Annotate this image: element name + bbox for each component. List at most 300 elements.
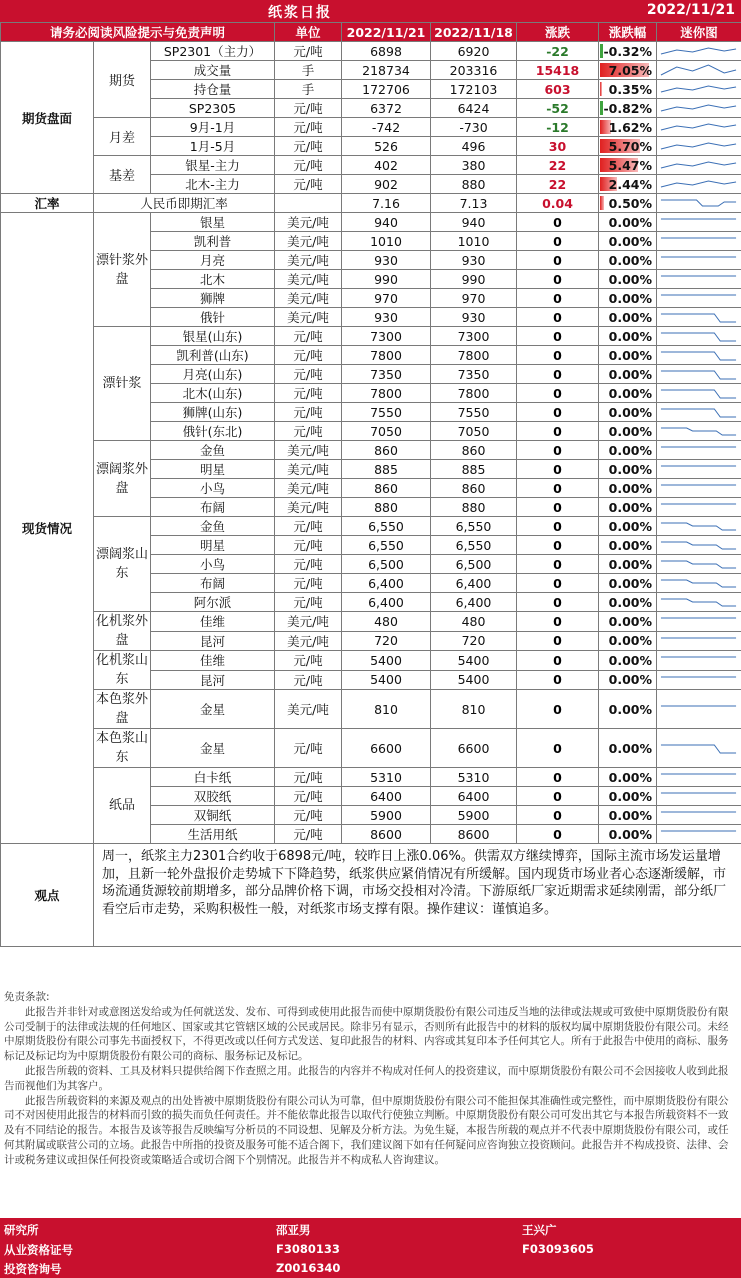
value-d2: 7050	[431, 422, 517, 441]
group-g5: 化机浆外盘	[94, 612, 151, 651]
col-date2: 2022/11/18	[431, 23, 517, 42]
fx-row	[1, 194, 741, 213]
footer-label-license: 从业资格证号	[4, 1243, 73, 1257]
section-spot: 现货情况	[1, 213, 94, 844]
change-value: 603	[517, 80, 599, 99]
item-unit: 元/吨	[275, 156, 342, 175]
item-name: 佳维	[151, 651, 275, 671]
pct-value: 0.00%	[608, 252, 652, 268]
section-futures: 期货盘面	[1, 42, 94, 194]
change-value: 0	[517, 555, 599, 574]
pct-cell	[599, 346, 657, 365]
pct-value: 0.00%	[608, 701, 652, 717]
pct-cell	[599, 612, 657, 632]
sparkline	[657, 555, 741, 574]
item-name: 明星	[151, 460, 275, 479]
item-unit: 美元/吨	[275, 232, 342, 251]
item-name: 白卡纸	[151, 768, 275, 787]
item-name: 月亮(山东)	[151, 365, 275, 384]
pct-value: 0.00%	[608, 328, 652, 344]
value-d1: 860	[342, 479, 431, 498]
pct-cell	[599, 460, 657, 479]
pct-cell	[599, 690, 657, 729]
item-name: 凯利普(山东)	[151, 346, 275, 365]
pct-value: 7.05%	[608, 62, 652, 78]
pct-value: 0.00%	[608, 290, 652, 306]
item-name: 狮牌(山东)	[151, 403, 275, 422]
pct-value: 0.50%	[608, 195, 652, 211]
col-date1: 2022/11/21	[342, 23, 431, 42]
change-value: 0	[517, 690, 599, 729]
value-d1: 526	[342, 137, 431, 156]
pulp-data-table	[0, 22, 741, 947]
item-name: 9月-1月	[151, 118, 275, 137]
pct-value: 0.00%	[608, 826, 652, 842]
spot-row	[1, 327, 741, 346]
sparkline	[657, 441, 741, 460]
pct-cell	[599, 631, 657, 651]
spot-row	[1, 517, 741, 536]
item-unit: 美元/吨	[275, 479, 342, 498]
value-d2: 203316	[431, 61, 517, 80]
pct-cell	[599, 232, 657, 251]
sparkline	[657, 137, 741, 156]
pct-value: 0.00%	[608, 461, 652, 477]
change-value: 15418	[517, 61, 599, 80]
sparkline	[657, 308, 741, 327]
pct-cell	[599, 422, 657, 441]
value-d2: 7350	[431, 365, 517, 384]
change-value: 0	[517, 806, 599, 825]
value-d2: 5400	[431, 651, 517, 671]
value-d2: 5400	[431, 670, 517, 690]
pct-cell	[599, 479, 657, 498]
column-header-row	[1, 23, 741, 42]
footer-analyst-b: 王兴广	[522, 1223, 557, 1237]
value-d1: 720	[342, 631, 431, 651]
change-value: 22	[517, 156, 599, 175]
footer-analyst-a-license: F3080133	[276, 1242, 340, 1256]
pct-value: 0.00%	[608, 672, 652, 688]
change-value: 0	[517, 346, 599, 365]
pct-cell	[599, 536, 657, 555]
spot-row	[1, 729, 741, 768]
pct-value: -0.32%	[603, 43, 652, 59]
pct-cell	[599, 555, 657, 574]
item-unit: 美元/吨	[275, 690, 342, 729]
pct-value: 0.00%	[608, 575, 652, 591]
item-name: 生活用纸	[151, 825, 275, 844]
value-d2: 1010	[431, 232, 517, 251]
pct-value: 1.62%	[608, 119, 652, 135]
value-d2: 970	[431, 289, 517, 308]
value-d2: 810	[431, 690, 517, 729]
item-unit: 元/吨	[275, 574, 342, 593]
item-unit: 元/吨	[275, 768, 342, 787]
pct-cell	[599, 137, 657, 156]
sparkline	[657, 631, 741, 651]
value-d1: -742	[342, 118, 431, 137]
value-d1: 5900	[342, 806, 431, 825]
value-d1: 5400	[342, 651, 431, 671]
pct-cell	[599, 194, 657, 213]
sparkline	[657, 42, 741, 61]
change-value: 0	[517, 270, 599, 289]
value-d2: 6600	[431, 729, 517, 768]
item-unit: 美元/吨	[275, 631, 342, 651]
item-unit: 元/吨	[275, 346, 342, 365]
disclaimer-link[interactable]: 请务必阅读风险提示与免责声明	[1, 23, 275, 42]
value-d1: 7050	[342, 422, 431, 441]
group-spread: 月差	[94, 118, 151, 156]
value-d2: 6920	[431, 42, 517, 61]
group-g8: 本色浆山东	[94, 729, 151, 768]
value-d2: 380	[431, 156, 517, 175]
value-d2: 7800	[431, 384, 517, 403]
item-name: 成交量	[151, 61, 275, 80]
value-d2: 6400	[431, 787, 517, 806]
item-name: 银星	[151, 213, 275, 232]
pct-cell	[599, 365, 657, 384]
value-d2: 480	[431, 612, 517, 632]
item-name: 银星(山东)	[151, 327, 275, 346]
value-d1: 7300	[342, 327, 431, 346]
pct-cell	[599, 384, 657, 403]
pct-value: 0.35%	[608, 81, 652, 97]
report-title: 纸浆日报	[268, 5, 332, 21]
sparkline	[657, 270, 741, 289]
group-g2: 漂针浆	[94, 327, 151, 441]
sparkline	[657, 612, 741, 632]
value-d2: 5310	[431, 768, 517, 787]
item-name: 金星	[151, 690, 275, 729]
pct-cell	[599, 175, 657, 194]
sparkline	[657, 574, 741, 593]
value-d2: 8600	[431, 825, 517, 844]
pct-value: 0.00%	[608, 423, 652, 439]
report-date: 2022/11/21	[646, 2, 735, 18]
item-name: 俄针(东北)	[151, 422, 275, 441]
item-name: 金星	[151, 729, 275, 768]
item-name: 明星	[151, 536, 275, 555]
change-value: 0	[517, 365, 599, 384]
pct-cell	[599, 213, 657, 232]
value-d1: 7800	[342, 346, 431, 365]
value-d2: 7800	[431, 346, 517, 365]
change-value: 0	[517, 768, 599, 787]
value-d2: 880	[431, 175, 517, 194]
item-name: 金鱼	[151, 441, 275, 460]
pct-value: 0.00%	[608, 633, 652, 649]
section-fx: 汇率	[1, 194, 94, 213]
item-name: 双胶纸	[151, 787, 275, 806]
disclaimer-p2: 此报告所载的资料、工具及材料只提供给阁下作查照之用。此报告的内容并不构成对任何人的投资建议，而中原期货股份有限公司不会因接收人收到此报告而视他们为其客户。	[4, 1064, 729, 1092]
group-g7: 本色浆外盘	[94, 690, 151, 729]
sparkline	[657, 787, 741, 806]
sparkline	[657, 498, 741, 517]
value-d1: 810	[342, 690, 431, 729]
value-d1: 970	[342, 289, 431, 308]
item-unit: 美元/吨	[275, 460, 342, 479]
value-d1: 172706	[342, 80, 431, 99]
footer-analyst-a-consult: Z0016340	[276, 1261, 341, 1275]
change-value: 0	[517, 651, 599, 671]
item-name: 北木-主力	[151, 175, 275, 194]
pct-cell	[599, 403, 657, 422]
value-d1: 218734	[342, 61, 431, 80]
value-d2: 720	[431, 631, 517, 651]
pct-value: 0.00%	[608, 480, 652, 496]
change-value: 0	[517, 825, 599, 844]
value-d2: 930	[431, 308, 517, 327]
value-d1: 7350	[342, 365, 431, 384]
view-row	[1, 844, 741, 947]
change-value: 0	[517, 403, 599, 422]
pct-value: 0.00%	[608, 366, 652, 382]
change-value: 0	[517, 612, 599, 632]
item-unit: 美元/吨	[275, 498, 342, 517]
value-d2: 860	[431, 479, 517, 498]
item-unit: 元/吨	[275, 175, 342, 194]
pct-value: 0.00%	[608, 613, 652, 629]
pct-value: 0.00%	[608, 271, 652, 287]
sparkline	[657, 825, 741, 844]
value-d2: 6424	[431, 99, 517, 118]
futures-row	[1, 42, 741, 61]
sparkline	[657, 460, 741, 479]
item-name: 小鸟	[151, 555, 275, 574]
futures-row	[1, 118, 741, 137]
value-d1: 6,550	[342, 536, 431, 555]
item-unit: 美元/吨	[275, 308, 342, 327]
pct-value: 0.00%	[608, 594, 652, 610]
spot-row	[1, 768, 741, 787]
value-d2: 860	[431, 441, 517, 460]
value-d1: 402	[342, 156, 431, 175]
value-d1: 6,500	[342, 555, 431, 574]
value-d1: 940	[342, 213, 431, 232]
pct-value: 0.00%	[608, 807, 652, 823]
view-label: 观点	[1, 844, 94, 947]
change-value: 0	[517, 327, 599, 346]
item-name: 金鱼	[151, 517, 275, 536]
item-unit: 元/吨	[275, 729, 342, 768]
item-name: 小鸟	[151, 479, 275, 498]
fx-unit	[275, 194, 342, 213]
pct-cell	[599, 99, 657, 118]
group-basis: 基差	[94, 156, 151, 194]
spot-row	[1, 651, 741, 671]
pct-cell	[599, 308, 657, 327]
fx-d2: 7.13	[431, 194, 517, 213]
col-change: 涨跌	[517, 23, 599, 42]
item-name: SP2301（主力）	[151, 42, 275, 61]
value-d2: 6,400	[431, 574, 517, 593]
pct-value: 0.00%	[608, 404, 652, 420]
change-value: 0	[517, 422, 599, 441]
value-d2: 930	[431, 251, 517, 270]
value-d1: 8600	[342, 825, 431, 844]
pct-cell	[599, 61, 657, 80]
sparkline	[657, 118, 741, 137]
value-d1: 885	[342, 460, 431, 479]
pct-value: 0.00%	[608, 769, 652, 785]
item-unit: 元/吨	[275, 806, 342, 825]
change-value: 0	[517, 498, 599, 517]
item-unit: 美元/吨	[275, 612, 342, 632]
value-d1: 990	[342, 270, 431, 289]
footer-analyst-a: 邵亚男	[276, 1223, 311, 1237]
group-futures: 期货	[94, 42, 151, 118]
sparkline	[657, 768, 741, 787]
sparkline	[657, 156, 741, 175]
item-unit: 元/吨	[275, 365, 342, 384]
value-d1: 5400	[342, 670, 431, 690]
spot-row	[1, 612, 741, 632]
item-unit: 美元/吨	[275, 441, 342, 460]
sparkline	[657, 175, 741, 194]
pct-value: 0.00%	[608, 740, 652, 756]
spot-row	[1, 441, 741, 460]
value-d1: 6600	[342, 729, 431, 768]
group-g3: 漂阔浆外盘	[94, 441, 151, 517]
disclaimer-p3: 此报告所载资料的来源及观点的出处皆被中原期货股份有限公司认为可靠，但中原期货股份有限公司不能担保其准确性或完整性，而中原期货股份有限公司不对因使用此报告的材料而引致的损失而负任何责任。并不能依靠此报告以取代行使独立判断。中原期货股份有限公司可发出其它与本报告所载资料不一致及有不同结论的报告。本报告及该等报告反映编写分析员的不同设想、见解及分析方法。为免生疑，本报告所载的观点并不代表中原期货股份有限公司，或任何其附属或联营公司的立场。此报告中所指的投资及服务可能不适合阁下，我们建议阁下如有任何疑问应咨询独立投资顾问。此报告并不构成投资、法律、会计或税务建议或担保任何投资或策略适合或切合阁下个别情况。此报告并不构成私人咨询建议。	[4, 1094, 729, 1166]
pct-cell	[599, 80, 657, 99]
pct-value: 5.70%	[608, 138, 652, 154]
item-name: 俄针	[151, 308, 275, 327]
pct-cell	[599, 787, 657, 806]
disclaimer-p1: 此报告并非针对或意图送发给或为任何就送发、发布、可得到或使用此报告而使中原期货股份有限公司违反当地的法律或法规或可致使中原期货股份有限公司受制于的法律或法规的任何地区、国家或其它管辖区域的公民或居民。除非另有显示，否则所有此报告中的材料的版权均属中原期货股份有限公司。未经中原期货股份有限公司事先书面授权下，不得更改或以任何方式发送、复印此报告的材料、内容或其复印本予任何其它人。所有于此报告中使用的商标、服务标记及标记均为中原期货股份有限公司的商标、服务标记及标记。	[4, 1005, 729, 1063]
pct-cell	[599, 441, 657, 460]
sparkline	[657, 346, 741, 365]
pct-cell	[599, 517, 657, 536]
item-name: 银星-主力	[151, 156, 275, 175]
item-unit: 元/吨	[275, 536, 342, 555]
pct-cell	[599, 768, 657, 787]
pct-value: 0.00%	[608, 518, 652, 534]
value-d2: 885	[431, 460, 517, 479]
value-d1: 6,550	[342, 517, 431, 536]
pct-value: 0.00%	[608, 788, 652, 804]
pct-cell	[599, 825, 657, 844]
disclaimer-title: 免责条款:	[4, 991, 50, 1003]
value-d1: 6,400	[342, 593, 431, 612]
group-g1: 漂针浆外盘	[94, 213, 151, 327]
value-d1: 930	[342, 308, 431, 327]
value-d1: 6898	[342, 42, 431, 61]
pct-value: 0.00%	[608, 442, 652, 458]
sparkline	[657, 479, 741, 498]
sparkline	[657, 61, 741, 80]
item-name: 月亮	[151, 251, 275, 270]
item-name: 布阔	[151, 498, 275, 517]
pct-cell	[599, 118, 657, 137]
item-name: 昆河	[151, 670, 275, 690]
item-unit: 美元/吨	[275, 213, 342, 232]
item-unit: 美元/吨	[275, 289, 342, 308]
pct-value: 0.00%	[608, 556, 652, 572]
pct-cell	[599, 498, 657, 517]
value-d2: 7550	[431, 403, 517, 422]
sparkline	[657, 806, 741, 825]
item-unit: 元/吨	[275, 422, 342, 441]
report-header	[0, 0, 741, 22]
sparkline	[657, 690, 741, 729]
item-unit: 美元/吨	[275, 251, 342, 270]
change-value: 0	[517, 593, 599, 612]
value-d2: 496	[431, 137, 517, 156]
value-d1: 7800	[342, 384, 431, 403]
sparkline	[657, 670, 741, 690]
pct-cell	[599, 270, 657, 289]
item-name: SP2305	[151, 99, 275, 118]
value-d2: 940	[431, 213, 517, 232]
item-unit: 元/吨	[275, 118, 342, 137]
spot-row	[1, 690, 741, 729]
item-unit: 元/吨	[275, 42, 342, 61]
pct-value: 0.00%	[608, 537, 652, 553]
item-unit: 元/吨	[275, 651, 342, 671]
pct-value: 0.00%	[608, 499, 652, 515]
value-d1: 6372	[342, 99, 431, 118]
value-d2: -730	[431, 118, 517, 137]
item-name: 北木(山东)	[151, 384, 275, 403]
pct-value: -0.82%	[603, 100, 652, 116]
pct-value: 0.00%	[608, 652, 652, 668]
value-d1: 480	[342, 612, 431, 632]
change-value: 0	[517, 479, 599, 498]
item-name: 凯利普	[151, 232, 275, 251]
value-d1: 7550	[342, 403, 431, 422]
change-value: 0	[517, 251, 599, 270]
sparkline	[657, 365, 741, 384]
change-value: 0	[517, 441, 599, 460]
fx-d1: 7.16	[342, 194, 431, 213]
footer	[0, 1218, 741, 1278]
item-name: 持仓量	[151, 80, 275, 99]
pct-value: 0.00%	[608, 385, 652, 401]
item-unit: 元/吨	[275, 384, 342, 403]
pct-bar-up	[600, 196, 604, 210]
value-d2: 172103	[431, 80, 517, 99]
pct-value: 0.00%	[608, 347, 652, 363]
value-d2: 6,550	[431, 536, 517, 555]
value-d2: 6,550	[431, 517, 517, 536]
value-d2: 7300	[431, 327, 517, 346]
change-value: 0	[517, 631, 599, 651]
change-value: 22	[517, 175, 599, 194]
sparkline	[657, 384, 741, 403]
group-g6: 化机浆山东	[94, 651, 151, 690]
change-value: 0	[517, 232, 599, 251]
disclaimer	[4, 990, 738, 1168]
change-value: 0	[517, 384, 599, 403]
change-value: 0	[517, 670, 599, 690]
item-name: 阿尔派	[151, 593, 275, 612]
change-value: 0	[517, 536, 599, 555]
change-value: -22	[517, 42, 599, 61]
item-name: 布阔	[151, 574, 275, 593]
sparkline	[657, 289, 741, 308]
pct-cell	[599, 729, 657, 768]
change-value: 0	[517, 517, 599, 536]
item-unit: 元/吨	[275, 517, 342, 536]
fx-change: 0.04	[517, 194, 599, 213]
item-unit: 元/吨	[275, 670, 342, 690]
item-unit: 元/吨	[275, 787, 342, 806]
value-d2: 880	[431, 498, 517, 517]
change-value: 0	[517, 574, 599, 593]
